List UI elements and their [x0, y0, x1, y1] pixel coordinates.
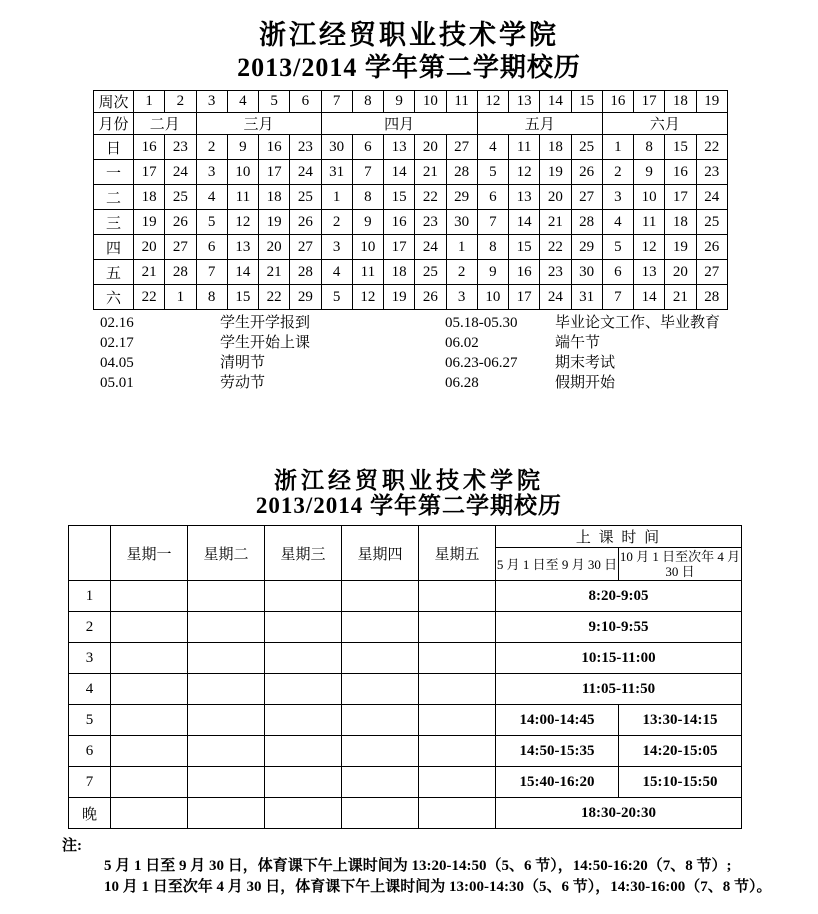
schedule-footnote [62, 836, 772, 898]
schedule-empty-cell [188, 798, 265, 829]
date-cell: 7 [196, 260, 227, 285]
schedule-empty-cell [111, 612, 188, 643]
date-cell: 7 [352, 160, 383, 185]
date-cell: 6 [196, 235, 227, 260]
date-cell: 27 [165, 235, 196, 260]
date-cell: 9 [227, 135, 258, 160]
date-cell: 27 [571, 185, 602, 210]
week-number-cell: 9 [384, 91, 415, 113]
date-cell: 15 [227, 285, 258, 310]
day-header-wednesday: 星期三 [265, 526, 342, 581]
date-cell: 16 [259, 135, 290, 160]
date-cell: 4 [196, 185, 227, 210]
date-cell: 25 [290, 185, 321, 210]
period-header-winter: 10 月 1 日至次年 4 月 30 日 [619, 549, 741, 579]
date-cell: 11 [352, 260, 383, 285]
schedule-empty-cell [265, 581, 342, 612]
date-cell: 24 [165, 160, 196, 185]
date-cell: 16 [509, 260, 540, 285]
week-number-cell: 13 [509, 91, 540, 113]
week-number-cell: 7 [321, 91, 352, 113]
class-time-merged: 9:10-9:55 [496, 612, 742, 643]
footnote-label: 注: [62, 838, 82, 854]
date-cell: 9 [352, 210, 383, 235]
date-cell: 19 [134, 210, 165, 235]
week-number-cell: 15 [571, 91, 602, 113]
note-event: 端午节 [555, 335, 601, 351]
note-date: 05.18-05.30 [445, 315, 518, 331]
date-cell: 24 [290, 160, 321, 185]
date-cell: 21 [665, 285, 696, 310]
week-number-cell: 6 [290, 91, 321, 113]
date-cell: 20 [259, 235, 290, 260]
schedule-empty-cell [188, 736, 265, 767]
note-event: 毕业论文工作、毕业教育 [555, 315, 721, 331]
week-number-cell: 5 [259, 91, 290, 113]
date-cell: 5 [602, 235, 633, 260]
date-cell: 21 [540, 210, 571, 235]
date-cell: 8 [477, 235, 508, 260]
schedule-empty-cell [265, 736, 342, 767]
date-cell: 31 [321, 160, 352, 185]
period-label: 7 [69, 767, 111, 798]
date-cell: 7 [477, 210, 508, 235]
note-date: 02.17 [100, 335, 134, 351]
date-cell: 29 [571, 235, 602, 260]
note-event: 学生开学报到 [220, 315, 311, 331]
date-cell: 6 [352, 135, 383, 160]
day-header-friday: 星期五 [419, 526, 496, 581]
date-cell: 22 [259, 285, 290, 310]
schedule-empty-cell [419, 705, 496, 736]
date-cell: 15 [384, 185, 415, 210]
footnote-line-winter: 10 月 1 日至次年 4 月 30 日，体育课下午上课时间为 13:00-14:30（5、6 节），14:30-16:00（7、8 节）。 [104, 879, 772, 895]
note-row [100, 373, 748, 393]
date-cell: 26 [165, 210, 196, 235]
schedule-empty-cell [419, 798, 496, 829]
date-cell: 7 [602, 285, 633, 310]
calendar-table-body [94, 91, 728, 310]
schedule-empty-cell [419, 674, 496, 705]
date-cell: 21 [415, 160, 446, 185]
schedule-table-body [69, 526, 742, 829]
date-cell: 20 [540, 185, 571, 210]
date-cell: 21 [134, 260, 165, 285]
week-number-cell: 10 [415, 91, 446, 113]
date-cell: 13 [634, 260, 665, 285]
calendar-day-row [94, 160, 728, 185]
note-date: 02.16 [100, 315, 134, 331]
date-cell: 27 [446, 135, 477, 160]
date-cell: 23 [165, 135, 196, 160]
schedule-empty-cell [342, 705, 419, 736]
week-number-cell: 3 [196, 91, 227, 113]
date-cell: 10 [227, 160, 258, 185]
class-time-winter: 15:10-15:50 [619, 767, 742, 798]
date-cell: 9 [634, 160, 665, 185]
date-cell: 24 [415, 235, 446, 260]
date-cell: 11 [634, 210, 665, 235]
date-cell: 28 [696, 285, 728, 310]
schedule-empty-cell [111, 581, 188, 612]
note-row [100, 333, 748, 353]
day-of-week-label: 五 [94, 260, 134, 285]
date-cell: 28 [446, 160, 477, 185]
class-time-merged: 18:30-20:30 [496, 798, 742, 829]
schedule-empty-cell [419, 767, 496, 798]
period-label: 6 [69, 736, 111, 767]
date-cell: 26 [415, 285, 446, 310]
date-cell: 17 [259, 160, 290, 185]
date-cell: 26 [290, 210, 321, 235]
date-cell: 24 [540, 285, 571, 310]
month-cell: 二月 [134, 113, 197, 135]
date-cell: 19 [384, 285, 415, 310]
date-cell: 19 [540, 160, 571, 185]
date-cell: 22 [696, 135, 728, 160]
date-cell: 17 [384, 235, 415, 260]
note-event: 假期开始 [555, 375, 616, 391]
date-cell: 16 [384, 210, 415, 235]
date-cell: 5 [477, 160, 508, 185]
day-of-week-label: 四 [94, 235, 134, 260]
schedule-empty-cell [265, 674, 342, 705]
note-row [100, 353, 748, 373]
date-cell: 13 [509, 185, 540, 210]
date-cell: 16 [134, 135, 165, 160]
date-cell: 27 [290, 235, 321, 260]
calendar-month-row [94, 113, 728, 135]
date-cell: 14 [634, 285, 665, 310]
date-cell: 14 [227, 260, 258, 285]
class-time-header: 上 课 时 间 [496, 526, 742, 548]
period-label: 1 [69, 581, 111, 612]
schedule-empty-cell [419, 643, 496, 674]
schedule-empty-cell [265, 612, 342, 643]
schedule-empty-cell [419, 581, 496, 612]
date-cell: 22 [415, 185, 446, 210]
week-number-cell: 12 [477, 91, 508, 113]
date-cell: 28 [571, 210, 602, 235]
date-cell: 2 [446, 260, 477, 285]
note-event: 清明节 [220, 355, 266, 371]
date-cell: 19 [259, 210, 290, 235]
day-header-tuesday: 星期二 [188, 526, 265, 581]
period-label: 5 [69, 705, 111, 736]
date-cell: 23 [415, 210, 446, 235]
date-cell: 1 [602, 135, 633, 160]
date-cell: 19 [665, 235, 696, 260]
date-cell: 2 [602, 160, 633, 185]
schedule-row [69, 705, 742, 736]
week-number-cell: 1 [134, 91, 165, 113]
calendar-day-row [94, 185, 728, 210]
schedule-empty-cell [342, 674, 419, 705]
calendar-title-school: 浙江经贸职业技术学院 [259, 20, 559, 50]
week-number-cell: 11 [446, 91, 477, 113]
schedule-row [69, 736, 742, 767]
date-cell: 9 [477, 260, 508, 285]
date-cell: 25 [571, 135, 602, 160]
note-event: 劳动节 [220, 375, 266, 391]
date-cell: 29 [290, 285, 321, 310]
day-header-thursday: 星期四 [342, 526, 419, 581]
date-cell: 13 [227, 235, 258, 260]
date-cell: 1 [446, 235, 477, 260]
day-of-week-label: 二 [94, 185, 134, 210]
date-cell: 17 [134, 160, 165, 185]
date-cell: 10 [477, 285, 508, 310]
date-cell: 2 [321, 210, 352, 235]
date-cell: 25 [696, 210, 728, 235]
date-cell: 6 [477, 185, 508, 210]
date-cell: 23 [696, 160, 728, 185]
note-date: 06.28 [445, 375, 479, 391]
week-number-cell: 18 [665, 91, 696, 113]
date-cell: 15 [665, 135, 696, 160]
note-event: 期末考试 [555, 355, 616, 371]
week-number-cell: 16 [602, 91, 633, 113]
schedule-row [69, 798, 742, 829]
date-cell: 11 [509, 135, 540, 160]
class-time-summer: 15:40-16:20 [496, 767, 619, 798]
note-date: 06.02 [445, 335, 479, 351]
schedule-row [69, 581, 742, 612]
calendar-week-row [94, 91, 728, 113]
schedule-empty-cell [188, 705, 265, 736]
date-cell: 12 [509, 160, 540, 185]
date-cell: 30 [321, 135, 352, 160]
day-of-week-label: 六 [94, 285, 134, 310]
schedule-empty-cell [265, 643, 342, 674]
month-cell: 四月 [321, 113, 477, 135]
schedule-row [69, 612, 742, 643]
date-cell: 10 [352, 235, 383, 260]
date-cell: 27 [696, 260, 728, 285]
date-cell: 14 [384, 160, 415, 185]
date-cell: 20 [134, 235, 165, 260]
date-cell: 12 [352, 285, 383, 310]
period-label: 2 [69, 612, 111, 643]
date-cell: 8 [634, 135, 665, 160]
schedule-row [69, 674, 742, 705]
period-label: 4 [69, 674, 111, 705]
week-row-label: 周次 [94, 91, 134, 113]
week-number-cell: 4 [227, 91, 258, 113]
schedule-empty-cell [265, 705, 342, 736]
schedule-empty-cell [188, 643, 265, 674]
note-date: 05.01 [100, 375, 134, 391]
date-cell: 14 [509, 210, 540, 235]
date-cell: 20 [415, 135, 446, 160]
month-cell: 三月 [196, 113, 321, 135]
schedule-empty-cell [265, 798, 342, 829]
note-date: 06.23-06.27 [445, 355, 518, 371]
period-label: 3 [69, 643, 111, 674]
day-of-week-label: 一 [94, 160, 134, 185]
schedule-empty-cell [188, 674, 265, 705]
period-header-summer: 5 月 1 日至 9 月 30 日 [496, 548, 619, 581]
schedule-empty-cell [111, 736, 188, 767]
class-time-merged: 11:05-11:50 [496, 674, 742, 705]
week-number-cell: 14 [540, 91, 571, 113]
schedule-empty-cell [188, 612, 265, 643]
date-cell: 25 [415, 260, 446, 285]
date-cell: 13 [384, 135, 415, 160]
class-schedule-table [68, 525, 742, 829]
date-cell: 18 [134, 185, 165, 210]
schedule-row [69, 643, 742, 674]
date-cell: 18 [259, 185, 290, 210]
class-time-summer: 14:00-14:45 [496, 705, 619, 736]
calendar-notes [100, 313, 748, 393]
day-of-week-label: 三 [94, 210, 134, 235]
date-cell: 28 [290, 260, 321, 285]
date-cell: 21 [259, 260, 290, 285]
schedule-empty-cell [419, 736, 496, 767]
schedule-title-school: 浙江经贸职业技术学院 [274, 468, 544, 493]
week-number-cell: 19 [696, 91, 728, 113]
class-time-summer: 14:50-15:35 [496, 736, 619, 767]
footnote-line-summer: 5 月 1 日至 9 月 30 日，体育课下午上课时间为 13:20-14:50（5、6 节），14:50-16:20（7、8 节）; [104, 858, 732, 874]
schedule-empty-cell [419, 612, 496, 643]
date-cell: 18 [665, 210, 696, 235]
schedule-empty-cell [342, 736, 419, 767]
date-cell: 30 [446, 210, 477, 235]
date-cell: 4 [477, 135, 508, 160]
date-cell: 12 [227, 210, 258, 235]
schedule-empty-cell [342, 798, 419, 829]
date-cell: 2 [196, 135, 227, 160]
date-cell: 3 [446, 285, 477, 310]
date-cell: 23 [290, 135, 321, 160]
schedule-empty-cell [188, 767, 265, 798]
day-header-monday: 星期一 [111, 526, 188, 581]
date-cell: 25 [165, 185, 196, 210]
schedule-empty-cell [111, 674, 188, 705]
date-cell: 23 [540, 260, 571, 285]
date-cell: 6 [602, 260, 633, 285]
date-cell: 17 [509, 285, 540, 310]
date-cell: 22 [540, 235, 571, 260]
schedule-empty-cell [342, 581, 419, 612]
calendar-day-row [94, 235, 728, 260]
date-cell: 4 [321, 260, 352, 285]
date-cell: 24 [696, 185, 728, 210]
month-cell: 五月 [477, 113, 602, 135]
class-time-winter: 14:20-15:05 [619, 736, 742, 767]
date-cell: 30 [571, 260, 602, 285]
class-time-winter: 13:30-14:15 [619, 705, 742, 736]
schedule-empty-cell [111, 643, 188, 674]
schedule-empty-cell [342, 643, 419, 674]
date-cell: 3 [196, 160, 227, 185]
class-time-merged: 10:15-11:00 [496, 643, 742, 674]
period-label: 晚 [69, 798, 111, 829]
calendar-table [93, 90, 728, 310]
calendar-day-row [94, 260, 728, 285]
date-cell: 28 [165, 260, 196, 285]
month-cell: 六月 [602, 113, 727, 135]
class-time-merged: 8:20-9:05 [496, 581, 742, 612]
note-event: 学生开始上课 [220, 335, 311, 351]
date-cell: 29 [446, 185, 477, 210]
note-row [100, 313, 748, 333]
day-of-week-label: 日 [94, 135, 134, 160]
schedule-row [69, 767, 742, 798]
week-number-cell: 8 [352, 91, 383, 113]
date-cell: 22 [134, 285, 165, 310]
calendar-day-row [94, 210, 728, 235]
schedule-empty-cell [265, 767, 342, 798]
month-row-label: 月份 [94, 113, 134, 135]
date-cell: 8 [352, 185, 383, 210]
date-cell: 5 [196, 210, 227, 235]
schedule-title-semester: 2013/2014 学年第二学期校历 [255, 493, 563, 518]
date-cell: 11 [227, 185, 258, 210]
week-number-cell: 2 [165, 91, 196, 113]
date-cell: 12 [634, 235, 665, 260]
date-cell: 4 [602, 210, 633, 235]
schedule-empty-cell [111, 705, 188, 736]
date-cell: 1 [321, 185, 352, 210]
schedule-empty-cell [342, 767, 419, 798]
schedule-corner-cell [69, 526, 111, 581]
date-cell: 3 [602, 185, 633, 210]
date-cell: 15 [509, 235, 540, 260]
schedule-empty-cell [188, 581, 265, 612]
date-cell: 18 [540, 135, 571, 160]
date-cell: 18 [384, 260, 415, 285]
date-cell: 8 [196, 285, 227, 310]
date-cell: 10 [634, 185, 665, 210]
calendar-day-row [94, 135, 728, 160]
date-cell: 26 [571, 160, 602, 185]
calendar-day-row [94, 285, 728, 310]
date-cell: 5 [321, 285, 352, 310]
schedule-empty-cell [342, 612, 419, 643]
date-cell: 26 [696, 235, 728, 260]
date-cell: 31 [571, 285, 602, 310]
week-number-cell: 17 [634, 91, 665, 113]
date-cell: 17 [665, 185, 696, 210]
date-cell: 3 [321, 235, 352, 260]
date-cell: 16 [665, 160, 696, 185]
note-date: 04.05 [100, 355, 134, 371]
schedule-empty-cell [111, 767, 188, 798]
schedule-empty-cell [111, 798, 188, 829]
date-cell: 1 [165, 285, 196, 310]
calendar-title-semester: 2013/2014 学年第二学期校历 [237, 53, 581, 82]
date-cell: 20 [665, 260, 696, 285]
schedule-header-row-1 [69, 526, 742, 548]
